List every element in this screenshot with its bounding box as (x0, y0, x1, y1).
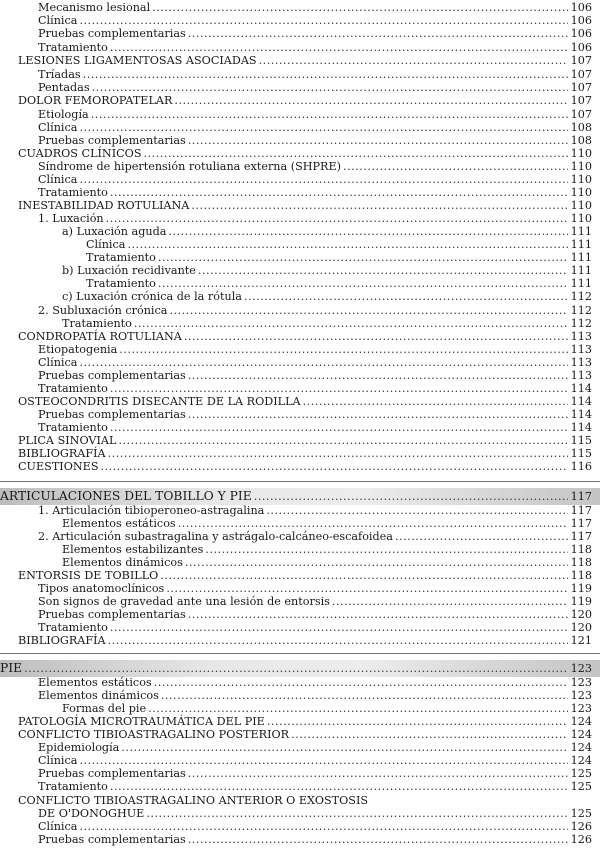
toc-entry-title: Son signos de gravedad ante una lesión de entorsis (38, 595, 330, 608)
toc-entry[interactable] (0, 186, 600, 199)
toc-entry-title: Clínica (38, 820, 78, 833)
toc-entry-title: Etiopatogenia (38, 343, 118, 356)
toc-entry-title: LESIONES LIGAMENTOSAS ASOCIADAS (18, 54, 257, 67)
toc-page-number: 126 (570, 833, 592, 846)
toc-entry[interactable] (0, 238, 600, 251)
dot-leader (332, 595, 568, 608)
toc-entry[interactable] (0, 833, 600, 846)
toc-entry[interactable] (0, 121, 600, 134)
dot-leader (174, 94, 568, 107)
toc-chapter[interactable] (0, 490, 600, 503)
toc-entry[interactable] (0, 277, 600, 290)
toc-entry[interactable] (0, 421, 600, 434)
dot-leader (146, 807, 568, 820)
toc-entry[interactable] (0, 264, 600, 277)
toc-page-number: 117 (570, 530, 592, 543)
toc-page-number: 118 (570, 569, 592, 582)
toc-entry-title: Tratamiento (38, 421, 108, 434)
toc-page-number: 124 (570, 754, 592, 767)
toc-page-number: 112 (570, 317, 592, 330)
toc-entry[interactable] (0, 767, 600, 780)
toc-page-number: 110 (570, 173, 592, 186)
toc-page-number: 110 (570, 147, 592, 160)
dot-leader (92, 81, 568, 94)
dot-leader (188, 408, 568, 421)
toc-entry[interactable] (0, 582, 600, 595)
toc-entry[interactable] (0, 356, 600, 369)
toc-entry[interactable] (0, 14, 600, 27)
dot-leader (91, 108, 568, 121)
toc-entry[interactable] (0, 68, 600, 81)
toc-entry[interactable] (0, 395, 600, 408)
toc-entry[interactable] (0, 41, 600, 54)
dot-leader (24, 662, 568, 675)
toc-entry-title: CUADROS CLÍNICOS (18, 147, 142, 160)
toc-page-number: 121 (570, 634, 592, 647)
dot-leader (158, 251, 568, 264)
toc-entry-title: Pruebas complementarias (38, 27, 186, 40)
dot-leader (154, 676, 568, 689)
toc-page-number: 120 (570, 608, 592, 621)
dot-leader (121, 741, 568, 754)
toc-entry-title: Tratamiento (38, 780, 108, 793)
dot-leader (152, 1, 568, 14)
toc-entry[interactable] (0, 794, 600, 807)
toc-entry-title: Pruebas complementarias (38, 767, 186, 780)
toc-entry-title: CONFLICTO TIBIOASTRAGALINO ANTERIOR O EXOSTOSIS (18, 794, 369, 807)
toc-entry[interactable] (0, 780, 600, 793)
toc-page-number: 112 (570, 304, 592, 317)
toc-entry-title: Etiología (38, 108, 89, 121)
toc-chapter[interactable] (0, 662, 600, 675)
toc-page-number: 115 (570, 434, 592, 447)
toc-page-number: 117 (570, 490, 592, 503)
toc-page-number: 114 (570, 421, 592, 434)
toc-entry[interactable] (0, 754, 600, 767)
toc-page-number: 106 (570, 1, 592, 14)
toc-entry-title: BIBLIOGRAFÍA (18, 447, 106, 460)
dot-leader (101, 460, 569, 473)
dot-leader (79, 14, 568, 27)
toc-entry-title: Clínica (38, 14, 78, 27)
toc-page-number: 111 (570, 264, 592, 277)
toc-entry-title: INESTABILIDAD ROTULIANA (18, 199, 190, 212)
dot-leader (188, 608, 568, 621)
dot-leader (188, 134, 568, 147)
toc-page-number: 107 (570, 94, 592, 107)
toc-entry-title: c) Luxación crónica de la rótula (62, 290, 242, 303)
dot-leader (188, 767, 568, 780)
toc-entry-title: Tratamiento (38, 621, 108, 634)
toc-entry-title: Formas del pie (62, 702, 147, 715)
toc-entry[interactable] (0, 689, 600, 702)
toc-entry-title: Tratamiento (38, 186, 108, 199)
dot-leader (343, 160, 568, 173)
toc-entry-title: Elementos estáticos (38, 676, 152, 689)
dot-leader (110, 421, 568, 434)
toc-entry-title: Clínica (38, 356, 78, 369)
dot-leader (244, 290, 568, 303)
toc-page-number: 107 (570, 54, 592, 67)
toc-entry-title: CONDROPATÍA ROTULIANA (18, 330, 182, 343)
toc-entry[interactable] (0, 741, 600, 754)
toc-entry[interactable] (0, 447, 600, 460)
dot-leader (127, 238, 568, 251)
toc-entry[interactable] (0, 676, 600, 689)
toc-page-number: 107 (570, 81, 592, 94)
toc-entry[interactable] (0, 408, 600, 421)
toc-entry-title: Tratamiento (86, 277, 156, 290)
toc-page-number: 118 (570, 543, 592, 556)
toc-entry[interactable] (0, 134, 600, 147)
toc-page-number: 106 (570, 27, 592, 40)
dot-leader (148, 702, 568, 715)
dot-leader (79, 754, 568, 767)
section-divider (0, 481, 600, 482)
toc-entry-title: Clínica (38, 754, 78, 767)
toc-entry[interactable] (0, 820, 600, 833)
toc-entry-title: Pruebas complementarias (38, 833, 186, 846)
toc-entry[interactable] (0, 343, 600, 356)
toc-entry-title: 2. Subluxación crónica (38, 304, 168, 317)
toc-entry-title: Tratamiento (62, 317, 132, 330)
toc-page-number: 117 (570, 517, 592, 530)
toc-entry[interactable] (0, 173, 600, 186)
dot-leader (169, 304, 568, 317)
toc-page-number: 113 (570, 356, 592, 369)
toc-entry-title: 1. Articulación tibioperoneo-astragalina (38, 504, 265, 517)
toc-entry-title: Mecanismo lesional (38, 1, 151, 14)
toc-entry-title: DE O'DONOGHUE (38, 807, 145, 820)
toc-page-number: 114 (570, 408, 592, 421)
toc-entry[interactable] (0, 517, 600, 530)
toc-page-number: 119 (570, 582, 592, 595)
toc-entry-title: Tratamiento (38, 41, 108, 54)
toc-entry[interactable] (0, 634, 600, 647)
dot-leader (191, 199, 568, 212)
toc-entry[interactable] (0, 621, 600, 634)
toc-page-number: 111 (570, 225, 592, 238)
toc-entry[interactable] (0, 543, 600, 556)
toc-page-number: 111 (570, 251, 592, 264)
dot-leader (291, 728, 568, 741)
toc-page-number: 116 (570, 460, 592, 473)
dot-leader (168, 225, 568, 238)
toc-page-number: 113 (570, 369, 592, 382)
dot-leader (79, 820, 568, 833)
toc-entry-title: Pentadas (38, 81, 90, 94)
toc-page-number: 113 (570, 343, 592, 356)
toc-page-number: 125 (570, 767, 592, 780)
section-divider (0, 653, 600, 654)
dot-leader (110, 382, 568, 395)
dot-leader (267, 715, 568, 728)
dot-leader (108, 447, 568, 460)
toc-entry-title: Pruebas complementarias (38, 408, 186, 421)
toc-page-number: 115 (570, 447, 592, 460)
toc-entry-title: Clínica (86, 238, 126, 251)
toc-page-number: 106 (570, 14, 592, 27)
toc-page-number: 114 (570, 395, 592, 408)
toc-entry[interactable] (0, 317, 600, 330)
toc-entry-title: Elementos estabilizantes (62, 543, 204, 556)
toc-entry[interactable] (0, 290, 600, 303)
dot-leader (188, 27, 568, 40)
toc-entry-title: PLICA SINOVIAL (18, 434, 117, 447)
dot-leader (266, 504, 568, 517)
dot-leader (79, 173, 568, 186)
toc-entry-title: PATOLOGÍA MICROTRAUMÁTICA DEL PIE (18, 715, 265, 728)
dot-leader (118, 434, 568, 447)
toc-entry[interactable] (0, 108, 600, 121)
toc-entry-title: Clínica (38, 173, 78, 186)
toc-entry[interactable] (0, 251, 600, 264)
dot-leader (144, 147, 568, 160)
dot-leader (83, 68, 568, 81)
toc-entry-title: Pruebas complementarias (38, 134, 186, 147)
toc-entry[interactable] (0, 225, 600, 238)
toc-page-number: 111 (570, 277, 592, 290)
toc-entry[interactable] (0, 807, 600, 820)
toc-entry-title: 2. Articulación subastragalina y astrágalo-calcáneo-escafoidea (38, 530, 393, 543)
toc-page-number: 114 (570, 382, 592, 395)
toc-entry[interactable] (0, 147, 600, 160)
dot-leader (79, 356, 568, 369)
toc-page-number: 110 (570, 160, 592, 173)
toc-entry[interactable] (0, 715, 600, 728)
dot-leader (205, 543, 568, 556)
toc-entry-title: DOLOR FEMOROPATELAR (18, 94, 173, 107)
toc-page-number: 119 (570, 595, 592, 608)
toc-page-number: 112 (570, 290, 592, 303)
toc-page-number: 126 (570, 820, 592, 833)
toc-entry-title: BIBLIOGRAFÍA (18, 634, 106, 647)
toc-entry-title: Elementos dinámicos (62, 556, 183, 569)
toc-entry-title: Clínica (38, 121, 78, 134)
dot-leader (106, 212, 568, 225)
toc-entry[interactable] (0, 212, 600, 225)
dot-leader (158, 277, 568, 290)
toc-entry[interactable] (0, 434, 600, 447)
dot-leader (110, 41, 568, 54)
toc-entry[interactable] (0, 81, 600, 94)
toc-entry[interactable] (0, 160, 600, 173)
toc-page-number: 123 (570, 676, 592, 689)
toc-entry[interactable] (0, 330, 600, 343)
toc-entry-title: Tratamiento (86, 251, 156, 264)
toc-entry[interactable] (0, 1, 600, 14)
toc-page-number: 113 (570, 330, 592, 343)
dot-leader (110, 621, 568, 634)
dot-leader (254, 490, 568, 503)
toc-entry[interactable] (0, 460, 600, 473)
toc-entry-title: Elementos estáticos (62, 517, 176, 530)
toc-page-number: 108 (570, 121, 592, 134)
toc-page-number: 125 (570, 807, 592, 820)
toc-entry-title: Tipos anatomoclínicos (38, 582, 165, 595)
toc-entry-title: 1. Luxación (38, 212, 104, 225)
toc-entry[interactable] (0, 199, 600, 212)
toc-page-number: 124 (570, 715, 592, 728)
toc-entry-title: Pruebas complementarias (38, 369, 186, 382)
dot-leader (79, 121, 568, 134)
toc-page-number: 123 (570, 702, 592, 715)
dot-leader (134, 317, 568, 330)
toc-page-number: 108 (570, 134, 592, 147)
dot-leader (198, 264, 568, 277)
toc-page-number: 125 (570, 780, 592, 793)
toc-entry[interactable] (0, 369, 600, 382)
toc-entry-title: OSTEOCONDRITIS DISECANTE DE LA RODILLA (18, 395, 301, 408)
toc-entry[interactable] (0, 94, 600, 107)
toc-entry[interactable] (0, 382, 600, 395)
toc-page-number: 106 (570, 41, 592, 54)
dot-leader (184, 330, 568, 343)
dot-leader (166, 582, 568, 595)
toc-entry-title: CONFLICTO TIBIOASTRAGALINO POSTERIOR (18, 728, 290, 741)
dot-leader (188, 369, 568, 382)
toc-entry[interactable] (0, 702, 600, 715)
toc-entry-title: Tratamiento (38, 382, 108, 395)
dot-leader (178, 517, 568, 530)
toc-entry-title: a) Luxación aguda (62, 225, 167, 238)
toc-page-number: 123 (570, 662, 592, 675)
dot-leader (161, 689, 568, 702)
toc-entry-title: CUESTIONES (18, 460, 99, 473)
toc-entry-title: ARTICULACIONES DEL TOBILLO Y PIE (0, 489, 252, 503)
toc-page-number: 110 (570, 186, 592, 199)
dot-leader (108, 634, 568, 647)
toc-entry[interactable] (0, 54, 600, 67)
toc-entry[interactable] (0, 556, 600, 569)
toc-page-number: 117 (570, 504, 592, 517)
dot-leader (185, 556, 568, 569)
dot-leader (110, 780, 568, 793)
toc-page-number: 111 (570, 238, 592, 251)
toc-entry[interactable] (0, 27, 600, 40)
toc-entry-title: b) Luxación recidivante (62, 264, 196, 277)
toc-page-number: 107 (570, 68, 592, 81)
dot-leader (160, 569, 568, 582)
toc-page-number: 110 (570, 199, 592, 212)
toc-entry-title: Tríadas (38, 68, 81, 81)
toc-entry[interactable] (0, 504, 600, 517)
toc-entry-title: Síndrome de hipertensión rotuliana externa (SHPRE) (38, 160, 342, 173)
dot-leader (259, 54, 568, 67)
dot-leader (188, 833, 568, 846)
toc-page-number: 110 (570, 212, 592, 225)
dot-leader (110, 186, 568, 199)
toc-entry-title: Epidemiología (38, 741, 120, 754)
toc-page-number: 120 (570, 621, 592, 634)
toc-entry[interactable] (0, 728, 600, 741)
toc-page-number: 118 (570, 556, 592, 569)
dot-leader (303, 395, 568, 408)
toc-page-number: 123 (570, 689, 592, 702)
toc-entry[interactable] (0, 530, 600, 543)
toc-page-number: 107 (570, 108, 592, 121)
toc-page-number: 124 (570, 728, 592, 741)
dot-leader (395, 530, 568, 543)
toc-entry[interactable] (0, 304, 600, 317)
toc-entry-title: ENTORSIS DE TOBILLO (18, 569, 159, 582)
toc-page-number: 124 (570, 741, 592, 754)
toc-entry-title: Pruebas complementarias (38, 608, 186, 621)
dot-leader (119, 343, 568, 356)
toc-entry[interactable] (0, 608, 600, 621)
toc-entry-title: Elementos dinámicos (38, 689, 159, 702)
toc-entry[interactable] (0, 595, 600, 608)
toc-entry[interactable] (0, 569, 600, 582)
toc-entry-title: PIE (0, 661, 23, 675)
